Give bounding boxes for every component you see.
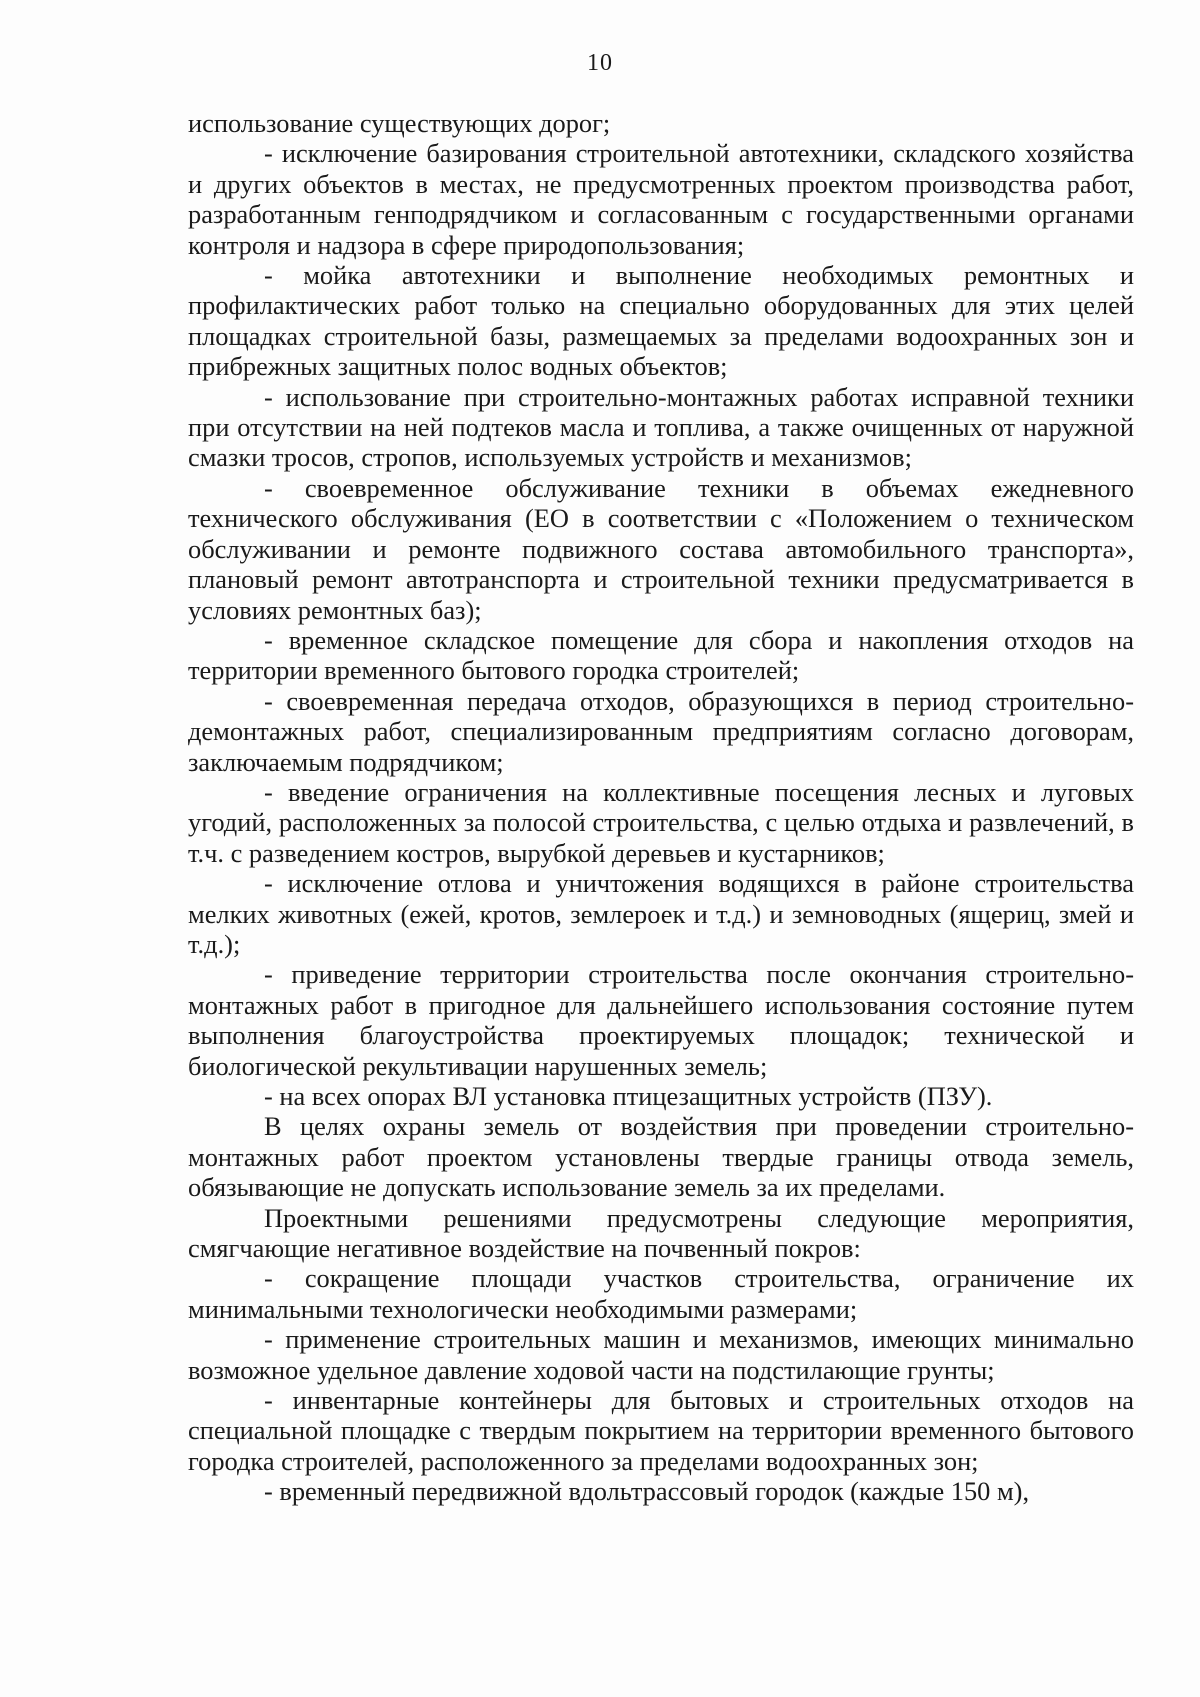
- paragraph: - своевременная передача отходов, образующихся в период строительно-демонтажных работ, специализированным предприятиям согласно договорам, заключаемым подрядчиком;: [188, 685, 1134, 777]
- paragraph: - своевременное обслуживание техники в объемах ежедневного технического обслуживания (ЕО в соответствии с «Положением о техническом обслуживании и ремонте подвижного состава автомобильного транспорта», плановый ремонт автотранспорта и строительной техники предусматривается в условиях ремонтных баз);: [188, 472, 1134, 625]
- paragraph: - на всех опорах ВЛ установка птицезащитных устройств (ПЗУ).: [264, 1081, 993, 1111]
- paragraph: - использование при строительно-монтажных работах исправной техники при отсутствии на ней подтеков масла и топлива, а также очищенных от наружной смазки тросов, стропов, используемых устройств и механизмов;: [188, 381, 1134, 473]
- paragraph: В целях охраны земель от воздействия при проведении строительно-монтажных работ проектом установлены твердые границы отвода земель, обязывающие не допускать использование земель за их пределами.: [188, 1111, 1134, 1203]
- page-number: 10: [587, 50, 613, 76]
- paragraph: - мойка автотехники и выполнение необходимых ремонтных и профилактических работ только на специально оборудованных для этих целей площадках строительной базы, размещаемых за пределами водоохранных зон и прибрежных защитных полос водных объектов;: [188, 260, 1134, 382]
- paragraph: Проектными решениями предусмотрены следующие мероприятия, смягчающие негативное воздействие на почвенный покров:: [188, 1202, 1134, 1264]
- paragraph: - применение строительных машин и механизмов, имеющих минимально возможное удельное давление ходовой части на подстилающие грунты;: [188, 1324, 1134, 1385]
- paragraph: - сокращение площади участков строительства, ограничение их минимальными технологически необходимыми размерами;: [188, 1263, 1134, 1324]
- paragraph: - введение ограничения на коллективные посещения лесных и луговых угодий, расположенных за полосой строительства, с целью отдыха и развлечений, в т.ч. с разведением костров, вырубкой деревьев и кустарников;: [188, 776, 1134, 868]
- paragraph: - инвентарные контейнеры для бытовых и строительных отходов на специальной площадке с твердым покрытием на территории временного бытового городка строителей, расположенного за пределами водоохранных зон;: [188, 1385, 1134, 1476]
- document-body: [188, 108, 1134, 1507]
- paragraph: - исключение базирования строительной автотехники, складского хозяйства и других объектов в местах, не предусмотренных проектом производства работ, разработанным генподрядчиком и согласованным с государственными органами контроля и надзора в сфере природопользования;: [188, 138, 1134, 260]
- paragraph: использование существующих дорог;: [188, 108, 611, 138]
- paragraph: - приведение территории строительства после окончания строительно-монтажных работ в пригодное для дальнейшего использования состояние путем выполнения благоустройства проектируемых площадок; технической и биологической рекультивации нарушенных земель;: [188, 959, 1134, 1081]
- paragraph: - исключение отлова и уничтожения водящихся в районе строительства мелких животных (ежей, кротов, землероек и т.д.) и земноводных (ящериц, змей и т.д.);: [188, 868, 1134, 959]
- paragraph: - временное складское помещение для сбора и накопления отходов на территории временного бытового городка строителей;: [188, 624, 1134, 686]
- paragraph: - временный передвижной вдольтрассовый городок (каждые 150 м),: [264, 1476, 1030, 1507]
